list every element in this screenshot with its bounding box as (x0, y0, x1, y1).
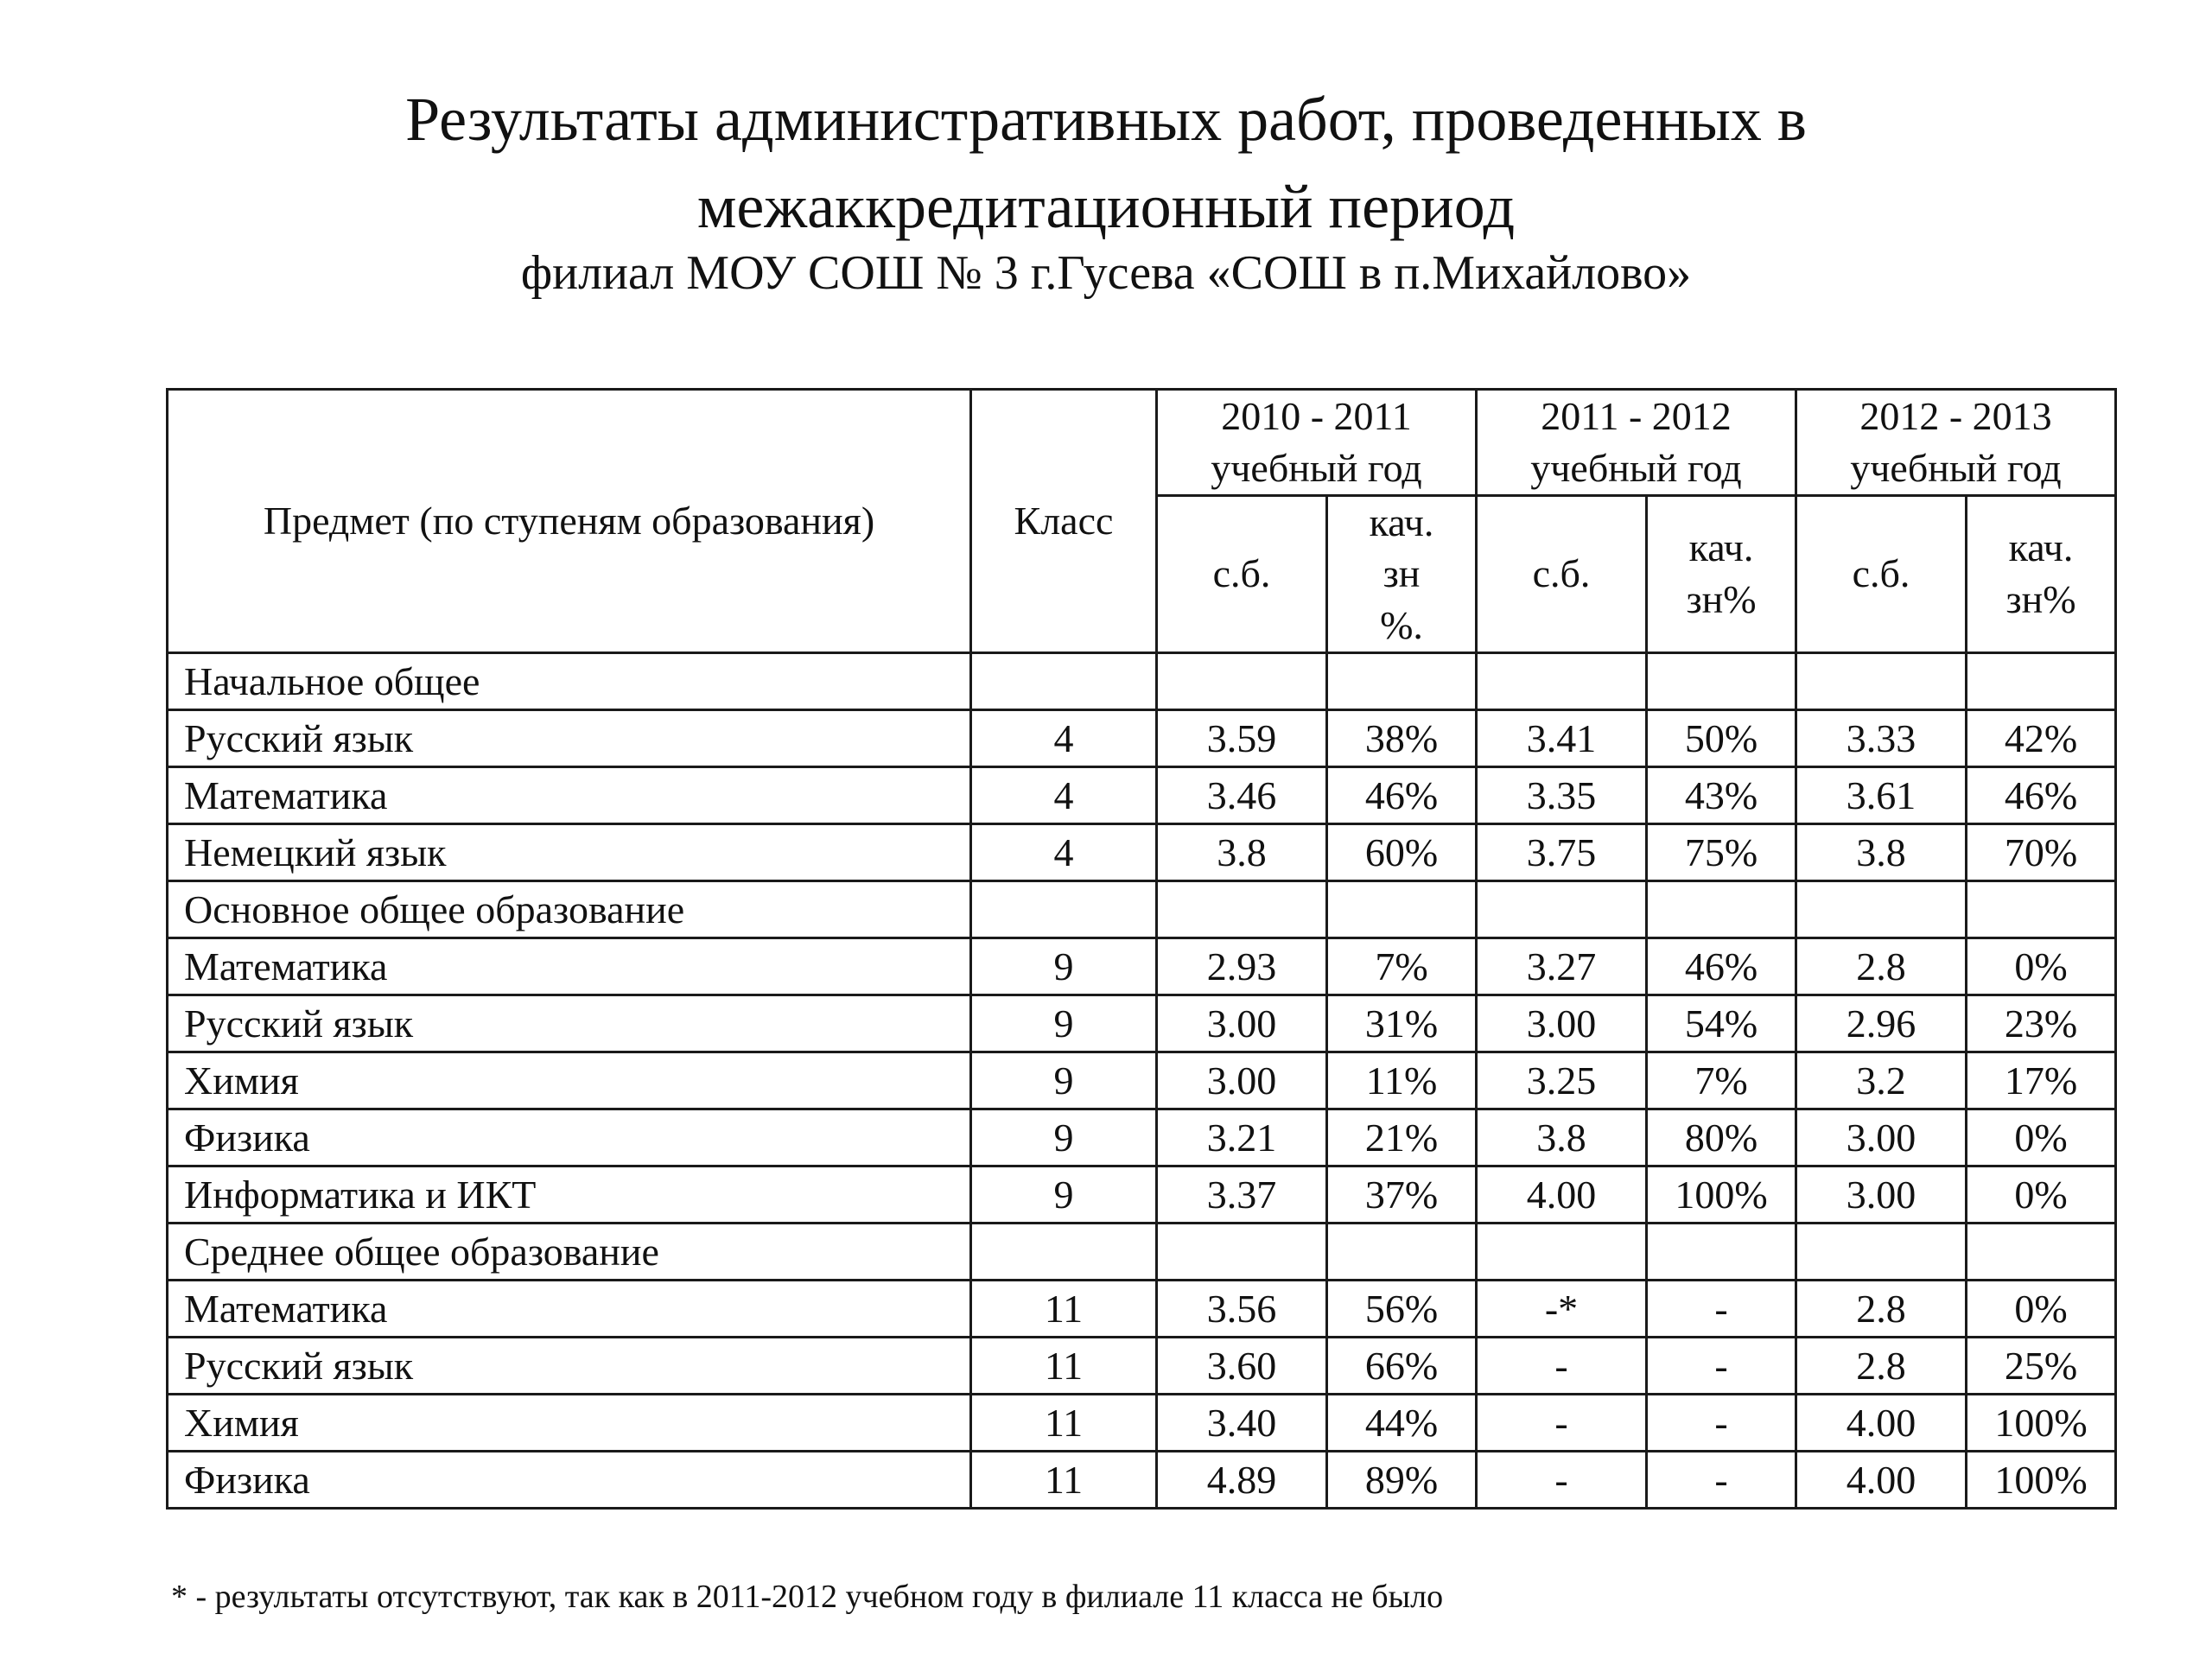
empty-cell (1477, 880, 1647, 938)
sb-2010-2011-cell: 3.60 (1157, 1337, 1327, 1394)
header-kach-line: %. (1380, 603, 1423, 648)
kach-2010-2011-cell: 44% (1327, 1394, 1477, 1451)
empty-cell (1796, 1223, 1967, 1280)
section-row (168, 880, 2116, 938)
sb-2012-2013-cell: 2.8 (1796, 1280, 1967, 1337)
kach-2010-2011-cell: 7% (1327, 938, 1477, 995)
sb-2010-2011-cell: 3.00 (1157, 1052, 1327, 1109)
kach-2011-2012-cell: 100% (1647, 1166, 1796, 1223)
kach-2011-2012-cell: 50% (1647, 709, 1796, 766)
kach-2012-2013-cell: 100% (1967, 1451, 2116, 1508)
section-label: Начальное общее (168, 652, 971, 709)
table-row (168, 1451, 2116, 1508)
empty-cell (1157, 652, 1327, 709)
sb-2012-2013-cell: 3.33 (1796, 709, 1967, 766)
kach-2010-2011-cell: 37% (1327, 1166, 1477, 1223)
sb-2010-2011-cell: 3.21 (1157, 1109, 1327, 1166)
empty-cell (1796, 652, 1967, 709)
table-row (168, 709, 2116, 766)
kach-2011-2012-cell: 80% (1647, 1109, 1796, 1166)
subject-cell: Химия (168, 1394, 971, 1451)
kach-2010-2011-cell: 38% (1327, 709, 1477, 766)
kach-2011-2012-cell: 7% (1647, 1052, 1796, 1109)
sb-2011-2012-cell: 3.41 (1477, 709, 1647, 766)
sb-2012-2013-cell: 3.61 (1796, 766, 1967, 823)
header-kach-line: зн% (2005, 577, 2076, 622)
table-row (168, 1394, 2116, 1451)
kach-2012-2013-cell: 70% (1967, 823, 2116, 880)
sb-2012-2013-cell: 4.00 (1796, 1394, 1967, 1451)
kach-2011-2012-cell: - (1647, 1337, 1796, 1394)
class-cell: 9 (971, 995, 1157, 1052)
table-row (168, 1337, 2116, 1394)
empty-cell (1647, 880, 1796, 938)
empty-cell (971, 1223, 1157, 1280)
kach-2010-2011-cell: 56% (1327, 1280, 1477, 1337)
kach-2011-2012-cell: - (1647, 1451, 1796, 1508)
header-kach (1967, 495, 2116, 652)
section-row (168, 652, 2116, 709)
class-cell: 9 (971, 1052, 1157, 1109)
empty-cell (1477, 652, 1647, 709)
sb-2010-2011-cell: 3.56 (1157, 1280, 1327, 1337)
header-kach-line: кач. (1369, 499, 1434, 544)
kach-2012-2013-cell: 0% (1967, 938, 2116, 995)
empty-cell (1327, 1223, 1477, 1280)
subject-cell: Русский язык (168, 1337, 971, 1394)
results-table-body (168, 652, 2116, 1508)
header-kach (1647, 495, 1796, 652)
kach-2012-2013-cell: 23% (1967, 995, 2116, 1052)
sb-2011-2012-cell: 3.8 (1477, 1109, 1647, 1166)
header-year-2012-2013 (1796, 390, 2116, 496)
kach-2010-2011-cell: 66% (1327, 1337, 1477, 1394)
sb-2011-2012-cell: 3.00 (1477, 995, 1647, 1052)
empty-cell (1647, 1223, 1796, 1280)
table-row (168, 823, 2116, 880)
year-range: 2011 - 2012 (1541, 394, 1732, 438)
sb-2011-2012-cell: 3.35 (1477, 766, 1647, 823)
empty-cell (971, 652, 1157, 709)
header-sb: с.б. (1796, 495, 1967, 652)
empty-cell (1967, 880, 2116, 938)
sb-2010-2011-cell: 3.8 (1157, 823, 1327, 880)
section-label: Основное общее образование (168, 880, 971, 938)
header-class: Класс (971, 390, 1157, 653)
year-label: учебный год (1850, 445, 2062, 490)
kach-2012-2013-cell: 100% (1967, 1394, 2116, 1451)
header-sb: с.б. (1477, 495, 1647, 652)
table-row (168, 1052, 2116, 1109)
header-year-2011-2012 (1477, 390, 1796, 496)
sb-2012-2013-cell: 3.00 (1796, 1166, 1967, 1223)
sb-2012-2013-cell: 3.8 (1796, 823, 1967, 880)
year-range: 2010 - 2011 (1221, 394, 1412, 438)
sb-2010-2011-cell: 3.37 (1157, 1166, 1327, 1223)
empty-cell (1967, 1223, 2116, 1280)
subject-cell: Химия (168, 1052, 971, 1109)
kach-2011-2012-cell: 54% (1647, 995, 1796, 1052)
sb-2010-2011-cell: 3.00 (1157, 995, 1327, 1052)
sb-2012-2013-cell: 3.00 (1796, 1109, 1967, 1166)
year-label: учебный год (1530, 445, 1742, 490)
empty-cell (1647, 652, 1796, 709)
kach-2012-2013-cell: 17% (1967, 1052, 2116, 1109)
sb-2012-2013-cell: 2.8 (1796, 1337, 1967, 1394)
kach-2010-2011-cell: 31% (1327, 995, 1477, 1052)
subject-cell: Физика (168, 1451, 971, 1508)
class-cell: 4 (971, 823, 1157, 880)
kach-2011-2012-cell: 46% (1647, 938, 1796, 995)
class-cell: 11 (971, 1394, 1157, 1451)
table-row (168, 1109, 2116, 1166)
class-cell: 9 (971, 1166, 1157, 1223)
class-cell: 11 (971, 1280, 1157, 1337)
table-row (168, 938, 2116, 995)
section-label: Среднее общее образование (168, 1223, 971, 1280)
sb-2012-2013-cell: 4.00 (1796, 1451, 1967, 1508)
subject-cell: Русский язык (168, 709, 971, 766)
kach-2011-2012-cell: - (1647, 1280, 1796, 1337)
footnote: * - результаты отсутствуют, так как в 2011-2012 учебном году в филиале 11 класса не было (171, 1579, 1444, 1615)
sb-2011-2012-cell: -* (1477, 1280, 1647, 1337)
header-kach (1327, 495, 1477, 652)
empty-cell (1796, 880, 1967, 938)
header-kach-line: зн% (1686, 577, 1757, 622)
sb-2012-2013-cell: 2.96 (1796, 995, 1967, 1052)
empty-cell (1327, 652, 1477, 709)
subject-cell: Физика (168, 1109, 971, 1166)
empty-cell (971, 880, 1157, 938)
header-kach-line: кач. (2008, 525, 2074, 570)
sb-2011-2012-cell: - (1477, 1394, 1647, 1451)
sb-2012-2013-cell: 3.2 (1796, 1052, 1967, 1109)
kach-2010-2011-cell: 46% (1327, 766, 1477, 823)
sb-2010-2011-cell: 4.89 (1157, 1451, 1327, 1508)
sb-2010-2011-cell: 3.59 (1157, 709, 1327, 766)
kach-2010-2011-cell: 60% (1327, 823, 1477, 880)
kach-2010-2011-cell: 11% (1327, 1052, 1477, 1109)
table-row (168, 995, 2116, 1052)
kach-2010-2011-cell: 21% (1327, 1109, 1477, 1166)
sb-2011-2012-cell: - (1477, 1337, 1647, 1394)
subject-cell: Немецкий язык (168, 823, 971, 880)
sb-2010-2011-cell: 3.46 (1157, 766, 1327, 823)
header-subject: Предмет (по ступеням образования) (168, 390, 971, 653)
page-title-line-1: Результаты административных работ, проведенных в (405, 85, 1807, 154)
subject-cell: Математика (168, 766, 971, 823)
table-row (168, 1166, 2116, 1223)
kach-2012-2013-cell: 42% (1967, 709, 2116, 766)
kach-2012-2013-cell: 25% (1967, 1337, 2116, 1394)
header-sb: с.б. (1157, 495, 1327, 652)
kach-2012-2013-cell: 0% (1967, 1280, 2116, 1337)
class-cell: 9 (971, 1109, 1157, 1166)
table-row (168, 766, 2116, 823)
page-title-line-2: межаккредитационный период (696, 172, 1516, 241)
results-table (166, 388, 2117, 1510)
sb-2011-2012-cell: 3.27 (1477, 938, 1647, 995)
kach-2012-2013-cell: 0% (1967, 1166, 2116, 1223)
kach-2011-2012-cell: 75% (1647, 823, 1796, 880)
empty-cell (1157, 880, 1327, 938)
class-cell: 11 (971, 1451, 1157, 1508)
empty-cell (1477, 1223, 1647, 1280)
kach-2011-2012-cell: 43% (1647, 766, 1796, 823)
kach-2010-2011-cell: 89% (1327, 1451, 1477, 1508)
year-label: учебный год (1211, 445, 1422, 490)
class-cell: 9 (971, 938, 1157, 995)
kach-2012-2013-cell: 46% (1967, 766, 2116, 823)
header-kach-line: кач. (1688, 525, 1754, 570)
year-range: 2012 - 2013 (1859, 394, 2052, 438)
sb-2011-2012-cell: 3.25 (1477, 1052, 1647, 1109)
class-cell: 11 (971, 1337, 1157, 1394)
sb-2010-2011-cell: 2.93 (1157, 938, 1327, 995)
subject-cell: Математика (168, 938, 971, 995)
section-row (168, 1223, 2116, 1280)
sb-2011-2012-cell: 4.00 (1477, 1166, 1647, 1223)
sb-2012-2013-cell: 2.8 (1796, 938, 1967, 995)
sb-2010-2011-cell: 3.40 (1157, 1394, 1327, 1451)
empty-cell (1157, 1223, 1327, 1280)
class-cell: 4 (971, 766, 1157, 823)
subject-cell: Математика (168, 1280, 971, 1337)
empty-cell (1327, 880, 1477, 938)
header-year-2010-2011 (1157, 390, 1477, 496)
kach-2011-2012-cell: - (1647, 1394, 1796, 1451)
empty-cell (1967, 652, 2116, 709)
page-subtitle: филиал МОУ СОШ № 3 г.Гусева «СОШ в п.Михайлово» (520, 246, 1692, 300)
kach-2012-2013-cell: 0% (1967, 1109, 2116, 1166)
subject-cell: Русский язык (168, 995, 971, 1052)
sb-2011-2012-cell: 3.75 (1477, 823, 1647, 880)
class-cell: 4 (971, 709, 1157, 766)
header-kach-line: зн (1382, 551, 1421, 596)
table-row (168, 1280, 2116, 1337)
subject-cell: Информатика и ИКТ (168, 1166, 971, 1223)
sb-2011-2012-cell: - (1477, 1451, 1647, 1508)
